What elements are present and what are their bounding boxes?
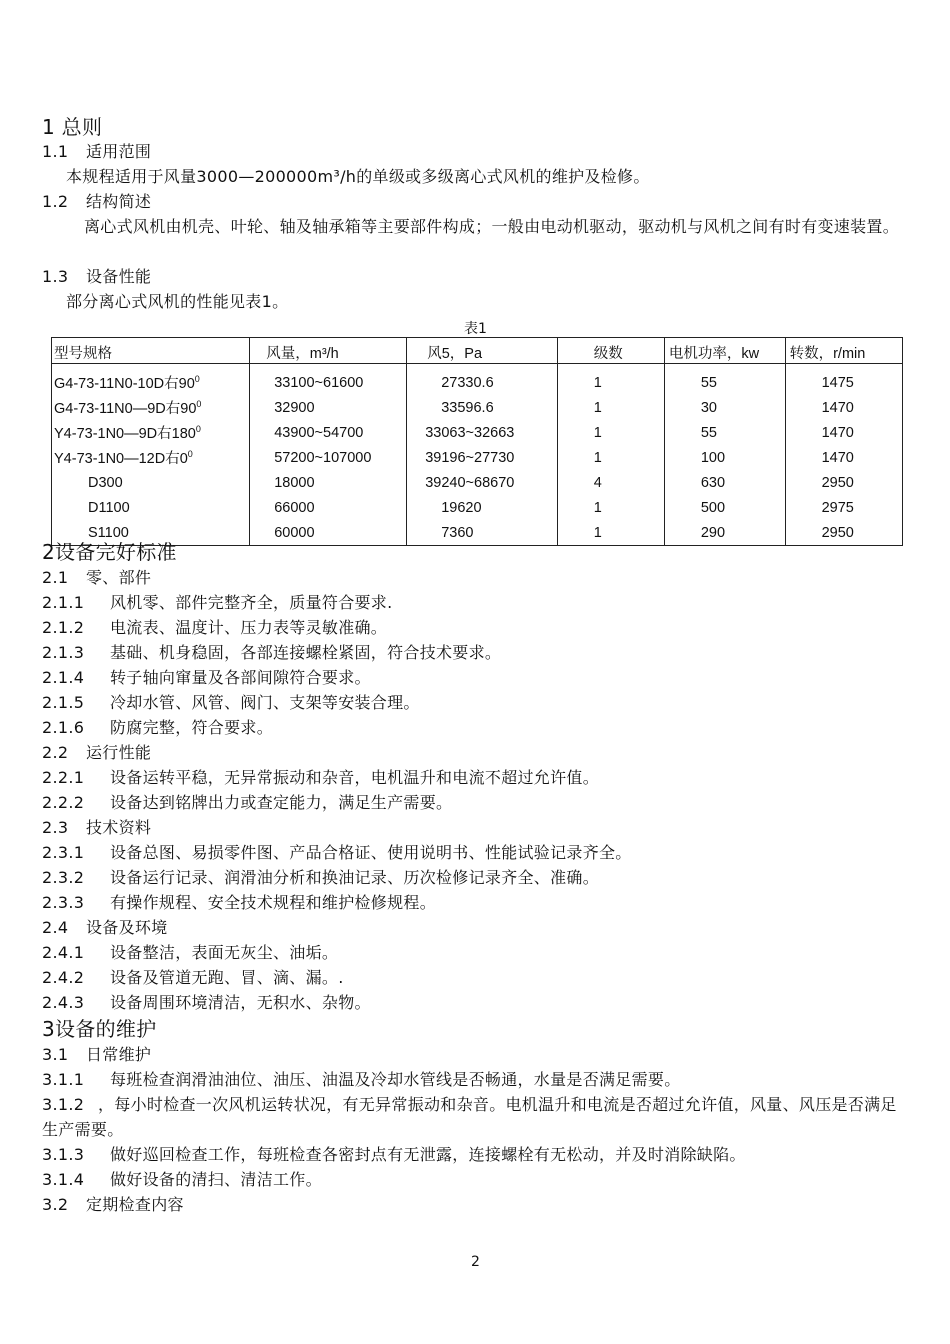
cell-power: 630: [664, 470, 785, 495]
table-row: [52, 420, 903, 445]
cell-model: G4-73-11N0—9D右$90^0$: [52, 395, 250, 420]
list-item: 3.1.1 每班检查润滑油油位、油压、油温及冷却水管线是否畅通，水量是否满足需要。: [42, 1070, 681, 1089]
cell-flow: 33100~61600: [250, 364, 407, 396]
section-1-3-body: 部分离心式风机的性能见表1。: [66, 292, 289, 311]
cell-stages: 1: [557, 445, 664, 470]
section-2-1-heading: 2.1 零、部件: [42, 568, 152, 587]
section-3-heading: 3设备的维护: [42, 1017, 157, 1041]
cell-flow: 32900: [250, 395, 407, 420]
table-row: [52, 445, 903, 470]
cell-stages: 1: [557, 364, 664, 396]
list-item: 3.1.4 做好设备的清扫、清洁工作。: [42, 1170, 322, 1189]
header-stages: 级数: [557, 338, 664, 364]
table-row: [52, 520, 903, 546]
list-item: 2.2.1 设备运转平稳，无异常振动和杂音，电机温升和电流不超过允许值。: [42, 768, 600, 787]
section-1-3-heading: 1.3 设备性能: [42, 267, 152, 286]
page-number: 2: [471, 1254, 480, 1270]
section-1-1-body: 本规程适用于风量3000—200000m³/h的单级或多级离心式风机的维护及检修。: [66, 167, 650, 186]
table-header-row: [52, 338, 903, 364]
cell-stages: 1: [557, 420, 664, 445]
cell-power: 290: [664, 520, 785, 546]
cell-power: 30: [664, 395, 785, 420]
list-item: 2.3.2 设备运行记录、润滑油分析和换油记录、历次检修记录齐全、准确。: [42, 868, 600, 887]
section-1-1-heading: 1.1 适用范围: [42, 142, 152, 161]
section-1-heading: 1 总则: [42, 115, 103, 139]
list-item: 2.1.6 防腐完整，符合要求。: [42, 718, 274, 737]
cell-flow: 60000: [250, 520, 407, 546]
list-item: 2.2.2 设备达到铭牌出力或查定能力，满足生产需要。: [42, 793, 453, 812]
list-item: 2.4.3 设备周围环境清洁，无积水、杂物。: [42, 993, 371, 1012]
section-3-2-heading: 3.2 定期检查内容: [42, 1195, 184, 1214]
cell-speed: 1475: [785, 364, 902, 396]
cell-speed: 2950: [785, 470, 902, 495]
header-speed: 转数，r/min: [785, 338, 902, 364]
header-pressure: 风5，Pa: [407, 338, 558, 364]
cell-power: 55: [664, 364, 785, 396]
list-item: 2.1.3 基础、机身稳固，各部连接螺栓紧固，符合技术要求。: [42, 643, 502, 662]
cell-power: 500: [664, 495, 785, 520]
cell-speed: 1470: [785, 445, 902, 470]
cell-model: Y4-73-1N0—9D右$180^0$: [52, 420, 250, 445]
cell-model: S1100: [52, 520, 250, 546]
table-row: [52, 495, 903, 520]
cell-model: D300: [52, 470, 250, 495]
header-flow: 风量，m³/h: [250, 338, 407, 364]
cell-speed: 2975: [785, 495, 902, 520]
cell-model: Y4-73-1N0—12D右$0^0$: [52, 445, 250, 470]
list-item: 2.1.4 转子轴向窜量及各部间隙符合要求。: [42, 668, 371, 687]
table-caption: 表1: [464, 321, 487, 337]
cell-pressure: 33596.6: [407, 395, 558, 420]
table-row: [52, 395, 903, 420]
list-item: 2.1.2 电流表、温度计、压力表等灵敏准确。: [42, 618, 388, 637]
section-1-2-body: 离心式风机由机壳、叶轮、轴及轴承箱等主要部件构成；一般由电动机驱动，驱动机与风机之间有时有变速装置。: [84, 217, 900, 236]
section-2-3-heading: 2.3 技术资料: [42, 818, 152, 837]
fan-performance-table: [51, 337, 903, 546]
cell-pressure: 39240~68670: [407, 470, 558, 495]
cell-model: D1100: [52, 495, 250, 520]
cell-pressure: 39196~27730: [407, 445, 558, 470]
section-2-heading: 2设备完好标准: [42, 540, 177, 564]
cell-stages: 4: [557, 470, 664, 495]
cell-stages: 1: [557, 520, 664, 546]
cell-speed: 1470: [785, 395, 902, 420]
section-2-2-heading: 2.2 运行性能: [42, 743, 152, 762]
cell-speed: 2950: [785, 520, 902, 546]
list-item: 2.1.1 风机零、部件完整齐全，质量符合要求.: [42, 593, 393, 612]
list-item: 3.1.2 ，每小时检查一次风机运转状况，有无异常振动和杂音。电机温升和电流是否超过允许值，风量、风压是否满足生产需要。: [42, 1095, 897, 1139]
cell-pressure: 19620: [407, 495, 558, 520]
list-item: 2.4.1 设备整洁，表面无灰尘、油垢。: [42, 943, 339, 962]
header-power: 电机功率，kw: [664, 338, 785, 364]
section-3-1-heading: 3.1 日常维护: [42, 1045, 152, 1064]
header-model: 型号规格: [52, 338, 250, 364]
cell-stages: 1: [557, 495, 664, 520]
table-row: [52, 470, 903, 495]
list-item: 2.4.2 设备及管道无跑、冒、滴、漏。.: [42, 968, 344, 987]
cell-pressure: 7360: [407, 520, 558, 546]
list-item: 2.3.3 有操作规程、安全技术规程和维护检修规程。: [42, 893, 437, 912]
section-2-4-heading: 2.4 设备及环境: [42, 918, 168, 937]
table-row: [52, 364, 903, 396]
cell-flow: 57200~107000: [250, 445, 407, 470]
cell-flow: 66000: [250, 495, 407, 520]
list-item: 2.3.1 设备总图、易损零件图、产品合格证、使用说明书、性能试验记录齐全。: [42, 843, 632, 862]
cell-power: 100: [664, 445, 785, 470]
cell-model: G4-73-11N0-10D右$90^0$: [52, 364, 250, 396]
cell-pressure: 27330.6: [407, 364, 558, 396]
cell-stages: 1: [557, 395, 664, 420]
list-item: 3.1.3 做好巡回检查工作，每班检查各密封点有无泄露，连接螺栓有无松动，并及时消除缺陷。: [42, 1145, 746, 1164]
section-1-2-heading: 1.2 结构简述: [42, 192, 152, 211]
cell-power: 55: [664, 420, 785, 445]
cell-speed: 1470: [785, 420, 902, 445]
cell-pressure: 33063~32663: [407, 420, 558, 445]
cell-flow: 18000: [250, 470, 407, 495]
list-item: 2.1.5 冷却水管、风管、阀门、支架等安装合理。: [42, 693, 420, 712]
cell-flow: 43900~54700: [250, 420, 407, 445]
